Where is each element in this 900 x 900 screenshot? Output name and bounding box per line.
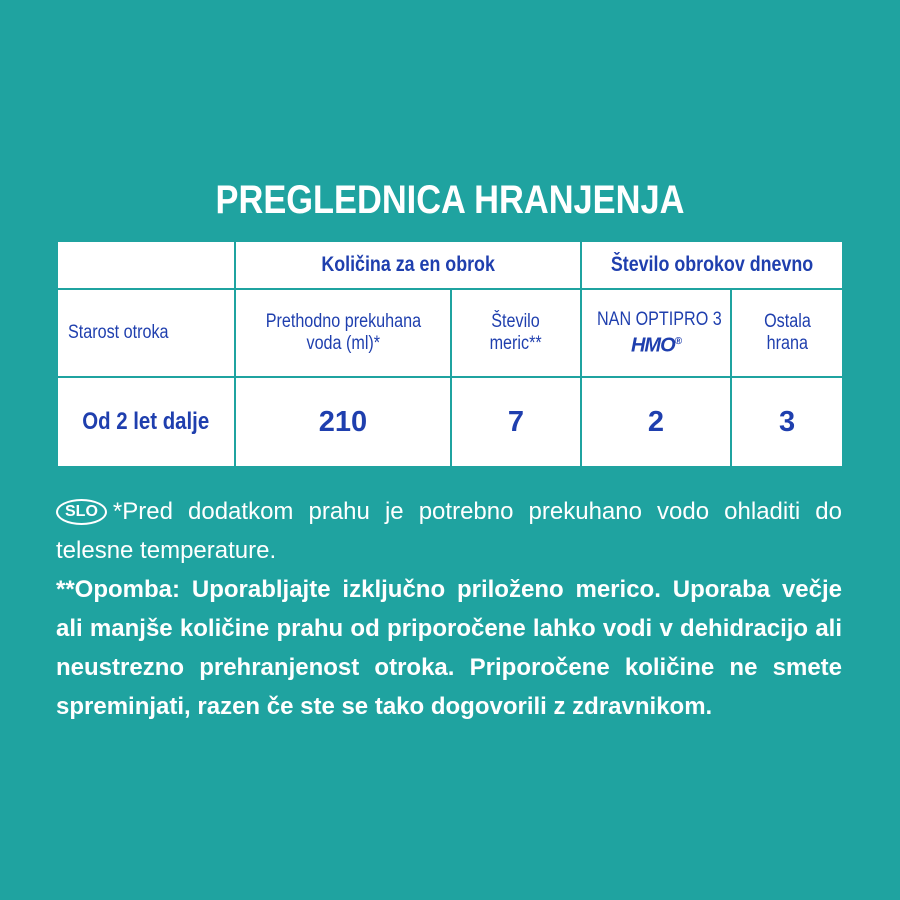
empty-header-cell — [57, 241, 235, 289]
group-header-meals: Število obrokov dnevno — [581, 241, 843, 289]
cell-age: Od 2 let dalje — [57, 377, 235, 467]
cell-scoops: 7 — [451, 377, 581, 467]
cell-other-meals: 3 — [731, 377, 843, 467]
footnote-water: SLO *Pred dodatkom prahu je potrebno prekuhano vodo ohladiti do telesne temperature. — [56, 498, 842, 564]
column-header-water: Prethodno prekuhana voda (ml)* — [235, 289, 451, 377]
table-row — [57, 377, 843, 467]
group-header-amount: Količina za en obrok — [235, 241, 581, 289]
column-header-scoops: Število meric** — [451, 289, 581, 377]
slo-badge: SLO — [56, 499, 107, 525]
column-header-nan: NAN OPTIPRO 3 HMO® — [581, 289, 731, 377]
table-group-header-row — [57, 241, 843, 289]
footnote-scoop: **Opomba: Uporabljajte izključno priloženo merico. Uporaba večje ali manjše količine prahu od priporočene lahko vodi v dehidracijo ali neustrezno prehranjenost otroka. Priporočene količine ne smete spreminjati, razen če ste se tako dogovorili z zdravnikom. — [56, 576, 842, 720]
footnotes — [56, 492, 842, 726]
table-column-header-row — [57, 289, 843, 377]
column-header-age: Starost otroka — [57, 289, 235, 377]
column-header-other: Ostala hrana — [731, 289, 843, 377]
page-title: PREGLEDNICA HRANJENJA — [215, 178, 685, 222]
hmo-logo: HMO® — [630, 334, 682, 357]
feeding-table — [56, 240, 844, 468]
cell-nan-meals: 2 — [581, 377, 731, 467]
cell-water-ml: 210 — [235, 377, 451, 467]
